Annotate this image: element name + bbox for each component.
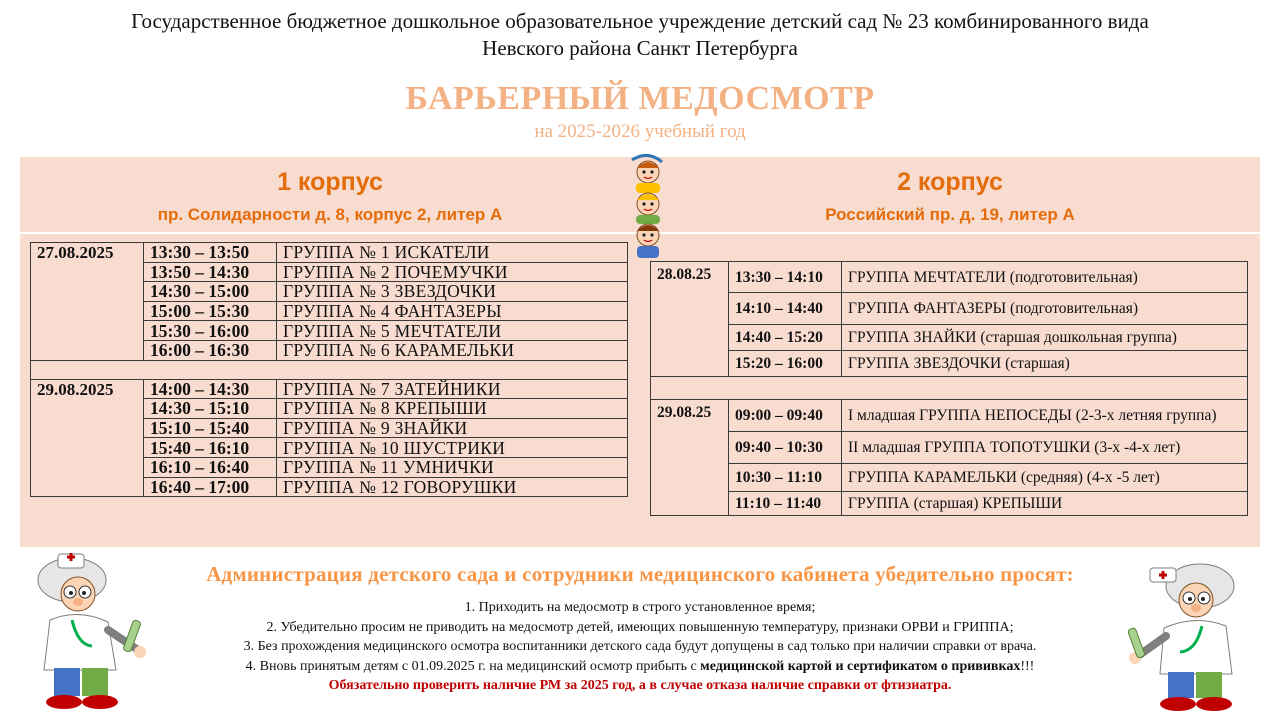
table-spacer — [651, 377, 1248, 400]
building2-name: 2 корпус — [897, 168, 1003, 196]
table-row — [651, 325, 1248, 351]
group-cell: ГРУППА МЕЧТАТЕЛИ (подготовительная) — [842, 262, 1248, 293]
rule-1: 1. Приходить на медосмотр в строго установленное время; — [464, 600, 816, 615]
building2-day-1 — [651, 262, 1248, 377]
building2-day-2 — [651, 400, 1248, 516]
group-cell: ГРУППА (старшая) КРЕПЫШИ — [842, 492, 1248, 516]
building1-day-2 — [31, 379, 628, 497]
time-cell: 09:40 – 10:30 — [729, 432, 842, 464]
time-cell: 15:30 – 16:00 — [144, 321, 277, 341]
group-cell: ГРУППА № 2 ПОЧЕМУЧКИ — [277, 262, 628, 282]
time-cell: 14:10 – 14:40 — [729, 293, 842, 325]
group-cell: ГРУППА № 9 ЗНАЙКИ — [277, 418, 628, 438]
group-cell: ГРУППА КАРАМЕЛЬКИ (средняя) (4-х -5 лет) — [842, 464, 1248, 492]
time-cell: 14:40 – 15:20 — [729, 325, 842, 351]
date-cell: 29.08.2025 — [31, 379, 144, 497]
time-cell: 14:00 – 14:30 — [144, 379, 277, 399]
building1-schedule-table — [30, 242, 628, 497]
group-cell: ГРУППА № 6 КАРАМЕЛЬКИ — [277, 340, 628, 360]
building1-name: 1 корпус — [277, 168, 383, 196]
table-row — [651, 432, 1248, 464]
group-cell: ГРУППА № 5 МЕЧТАТЕЛИ — [277, 321, 628, 341]
group-cell: ГРУППА № 7 ЗАТЕЙНИКИ — [277, 379, 628, 399]
table-row — [651, 262, 1248, 293]
rule-5: Обязательно проверить наличие РМ за 2025 год, а в случае отказа наличие справки от фтизиатра. — [328, 678, 952, 693]
group-cell: ГРУППА № 10 ШУСТРИКИ — [277, 438, 628, 458]
date-cell: 29.08.25 — [651, 400, 729, 516]
date-cell: 27.08.2025 — [31, 243, 144, 361]
time-cell: 09:00 – 09:40 — [729, 400, 842, 432]
page-subtitle: на 2025-2026 учебный год — [534, 121, 746, 142]
spacer-cell — [31, 360, 628, 379]
page-title: БАРЬЕРНЫЙ МЕДОСМОТР — [405, 80, 875, 117]
building1-header — [20, 157, 640, 234]
table-row — [651, 400, 1248, 432]
building2-schedule-table — [650, 261, 1248, 516]
table-row — [651, 293, 1248, 325]
group-cell: ГРУППА ЗВЕЗДОЧКИ (старшая) — [842, 351, 1248, 377]
table-row — [651, 351, 1248, 377]
date-cell: 28.08.25 — [651, 262, 729, 377]
group-cell: ГРУППА № 12 ГОВОРУШКИ — [277, 477, 628, 497]
building2-header — [640, 157, 1260, 234]
rule-4-suffix: !!! — [1020, 658, 1035, 674]
notice-title: Администрация детского сада и сотрудники медицинского кабинета убедительно просят: — [206, 562, 1074, 586]
time-cell: 16:40 – 17:00 — [144, 477, 277, 497]
org-line-2: Невского района Санкт Петербурга — [482, 36, 798, 60]
group-cell: I младшая ГРУППА НЕПОСЕДЫ (2-3-х летняя группа) — [842, 400, 1248, 432]
table-row — [651, 464, 1248, 492]
time-cell: 11:10 – 11:40 — [729, 492, 842, 516]
table-spacer — [31, 360, 628, 379]
org-name — [0, 8, 1280, 62]
time-cell: 15:40 – 16:10 — [144, 438, 277, 458]
time-cell: 13:50 – 14:30 — [144, 262, 277, 282]
time-cell: 10:30 – 11:10 — [729, 464, 842, 492]
time-cell: 13:30 – 14:10 — [729, 262, 842, 293]
building2-address: Российский пр. д. 19, литер А — [825, 205, 1075, 224]
group-cell: II младшая ГРУППА ТОПОТУШКИ (3-х -4-х лет) — [842, 432, 1248, 464]
group-cell: ГРУППА ЗНАЙКИ (старшая дошкольная группа) — [842, 325, 1248, 351]
spacer-cell — [651, 377, 1248, 400]
group-cell: ГРУППА ФАНТАЗЕРЫ (подготовительная) — [842, 293, 1248, 325]
rule-4-text: 4. Вновь принятым детям с 01.09.2025 г. на медицинский осмотр прибыть с — [245, 658, 701, 674]
building1-day-1 — [31, 243, 628, 361]
table-row — [651, 492, 1248, 516]
kids-illustration — [622, 150, 674, 260]
group-cell: ГРУППА № 8 КРЕПЫШИ — [277, 399, 628, 419]
time-cell: 16:00 – 16:30 — [144, 340, 277, 360]
time-cell: 15:10 – 15:40 — [144, 418, 277, 438]
time-cell: 15:20 – 16:00 — [729, 351, 842, 377]
group-cell: ГРУППА № 11 УМНИЧКИ — [277, 457, 628, 477]
rule-4-bold: медицинской картой и сертификатом о прививках — [700, 658, 1021, 674]
table-row — [31, 243, 628, 263]
rule-4 — [0, 657, 1280, 677]
table-row — [31, 379, 628, 399]
notice-rules — [0, 598, 1280, 696]
group-cell: ГРУППА № 1 ИСКАТЕЛИ — [277, 243, 628, 263]
org-line-1: Государственное бюджетное дошкольное образовательное учреждение детский сад № 23 комбинированного вида — [131, 9, 1149, 33]
group-cell: ГРУППА № 3 ЗВЕЗДОЧКИ — [277, 282, 628, 302]
time-cell: 13:30 – 13:50 — [144, 243, 277, 263]
rule-3: 3. Без прохождения медицинского осмотра воспитанники детского сада будут допущены в сад только при наличии справки от врача. — [243, 639, 1037, 654]
time-cell: 15:00 – 15:30 — [144, 301, 277, 321]
time-cell: 14:30 – 15:00 — [144, 282, 277, 302]
building1-address: пр. Солидарности д. 8, корпус 2, литер А — [157, 205, 503, 224]
time-cell: 14:30 – 15:10 — [144, 399, 277, 419]
rule-2: 2. Убедительно просим не приводить на медосмотр детей, имеющих повышенную температуру, признаки ОРВИ и ГРИППА; — [266, 619, 1014, 635]
group-cell: ГРУППА № 4 ФАНТАЗЕРЫ — [277, 301, 628, 321]
time-cell: 16:10 – 16:40 — [144, 457, 277, 477]
